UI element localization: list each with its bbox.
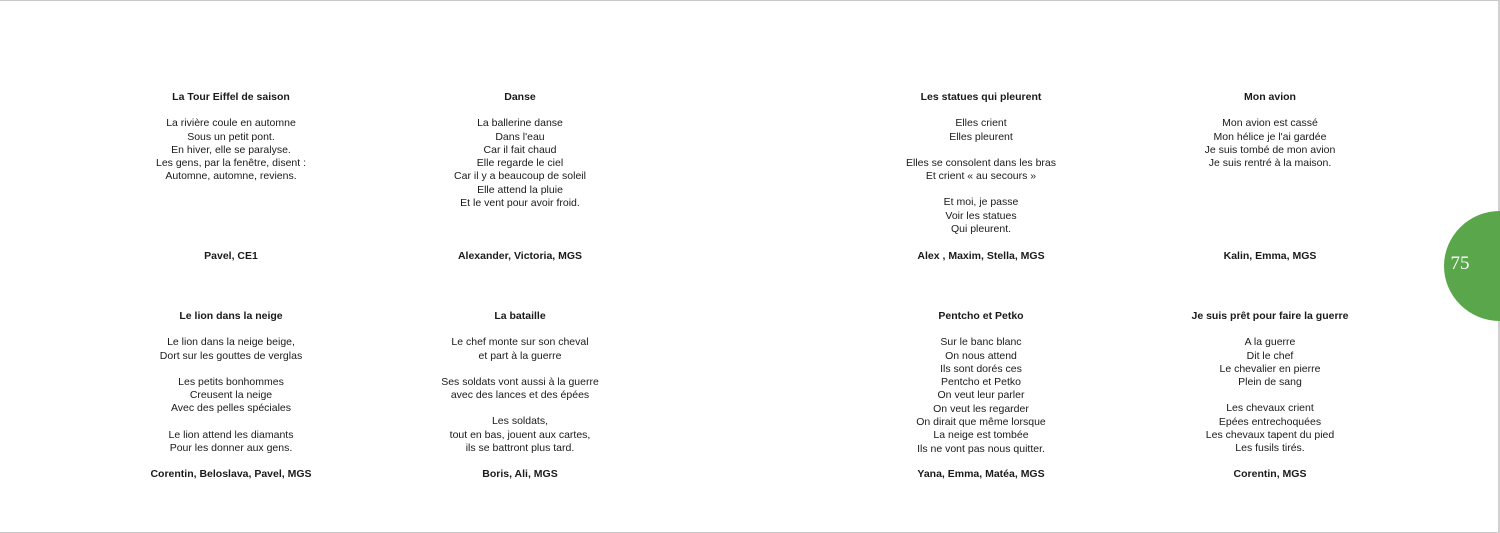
poem-stanza xyxy=(400,415,640,455)
poem-stanza xyxy=(400,336,640,363)
poem-mon-avion xyxy=(1150,91,1390,170)
poem-line: Et crient « au secours » xyxy=(925,170,1037,183)
poem-line: Epées entrechoquées xyxy=(1218,415,1322,428)
poem-je-suis-pret xyxy=(1150,310,1390,456)
poem-stanza xyxy=(861,336,1101,456)
poem-line: Voir les statues xyxy=(945,209,1017,222)
poem-line: Dort sur les gouttes de verglas xyxy=(159,349,303,362)
poem-line: Mon avion est cassé xyxy=(1222,117,1318,130)
poem-line: Sur le banc blanc xyxy=(940,336,1022,349)
poem-line: Et le vent pour avoir froid. xyxy=(460,197,580,210)
poem-line: Elles crient xyxy=(955,117,1007,130)
poem-line: Automne, automne, reviens. xyxy=(165,170,297,183)
poem-line: On veut les regarder xyxy=(933,402,1029,415)
poem-line: avec des lances et des épées xyxy=(450,389,590,402)
poem-line: Pentcho et Petko xyxy=(941,376,1021,389)
poem-line: Les gens, par la fenêtre, disent : xyxy=(155,157,306,170)
poem-author: Boris, Ali, MGS xyxy=(482,468,558,480)
poem-line: Les fusils tirés. xyxy=(1235,442,1305,455)
poem-line: La rivière coule en automne xyxy=(166,117,296,130)
poem-stanza xyxy=(400,376,640,403)
poem-line: Et moi, je passe xyxy=(943,196,1019,209)
poem-line: et part à la guerre xyxy=(478,349,562,362)
poem-title: Le lion dans la neige xyxy=(179,310,283,322)
poem-la-tour-eiffel xyxy=(111,91,351,184)
poem-line: Les soldats, xyxy=(491,415,549,428)
poem-line: Je suis tombé de mon avion xyxy=(1204,143,1336,156)
poem-stanza xyxy=(111,336,351,363)
poem-line: Elle regarde le ciel xyxy=(476,157,564,170)
poem-line: Le chef monte sur son cheval xyxy=(451,336,589,349)
poem-author: Yana, Emma, Matéa, MGS xyxy=(917,468,1045,480)
poem-line: Le chevalier en pierre xyxy=(1219,362,1321,375)
poem-line: La neige est tombée xyxy=(933,429,1029,442)
poem-line: Ils ne vont pas nous quitter. xyxy=(917,442,1045,455)
poem-author: Corentin, MGS xyxy=(1233,468,1307,480)
poem-line: Je suis rentré à la maison. xyxy=(1208,157,1332,170)
poem-title: La bataille xyxy=(494,310,546,322)
poem-line: Dit le chef xyxy=(1246,349,1294,362)
poem-line: Ils sont dorés ces xyxy=(940,362,1022,375)
poem-line: Ses soldats vont aussi à la guerre xyxy=(441,375,599,388)
poem-line: La ballerine danse xyxy=(477,117,563,130)
poem-title: Danse xyxy=(504,91,536,103)
poem-line: Mon hélice je l'ai gardée xyxy=(1213,130,1327,143)
poem-line: Qui pleurent. xyxy=(950,223,1012,236)
poem-line: Pour les donner aux gens. xyxy=(169,442,293,455)
poem-line: On dirait que même lorsque xyxy=(916,416,1046,429)
poem-line: Le lion dans la neige beige, xyxy=(167,336,295,349)
poem-line: Le lion attend les diamants xyxy=(168,428,294,441)
poem-stanza xyxy=(400,117,640,210)
poem-stanza xyxy=(1150,336,1390,389)
poem-title: Les statues qui pleurent xyxy=(920,91,1042,103)
poem-line: Plein de sang xyxy=(1238,376,1302,389)
poem-danse xyxy=(400,91,640,210)
poem-la-bataille xyxy=(400,310,640,455)
poem-title: Je suis prêt pour faire la guerre xyxy=(1191,310,1349,322)
poem-author: Alexander, Victoria, MGS xyxy=(457,250,583,262)
poem-stanza xyxy=(861,196,1101,236)
poem-line: Elles se consolent dans les bras xyxy=(906,156,1056,169)
poem-author: Kalin, Emma, MGS xyxy=(1223,250,1317,262)
poem-line: A la guerre xyxy=(1244,336,1296,349)
poem-le-lion xyxy=(111,310,351,455)
poem-title: La Tour Eiffel de saison xyxy=(172,91,290,103)
poem-line: Creusent la neige xyxy=(189,389,273,402)
poem-stanza xyxy=(1150,117,1390,170)
poem-line: Car il y a beaucoup de soleil xyxy=(454,170,586,183)
poem-line: Sous un petit pont. xyxy=(187,130,275,143)
poem-pentcho-et-petko xyxy=(861,310,1101,456)
poem-title: Mon avion xyxy=(1244,91,1296,103)
poem-les-statues xyxy=(861,91,1101,236)
poem-line: Les chevaux crient xyxy=(1226,402,1314,415)
poem-line: Les chevaux tapent du pied xyxy=(1205,429,1335,442)
poem-author: Alex , Maxim, Stella, MGS xyxy=(917,250,1045,262)
poem-author: Corentin, Beloslava, Pavel, MGS xyxy=(150,468,312,480)
poem-stanza xyxy=(861,117,1101,144)
poem-stanza xyxy=(1150,402,1390,455)
poem-line: ils se battront plus tard. xyxy=(465,442,575,455)
poem-line: Elles pleurent xyxy=(949,130,1013,143)
poem-line: En hiver, elle se paralyse. xyxy=(171,143,291,156)
poem-line: On veut leur parler xyxy=(937,389,1025,402)
poem-line: On nous attend xyxy=(945,349,1017,362)
poem-line: Car il fait chaud xyxy=(483,143,557,156)
poem-author: Pavel, CE1 xyxy=(204,250,258,262)
poem-line: tout en bas, jouent aux cartes, xyxy=(449,428,591,441)
poem-stanza xyxy=(861,157,1101,184)
poem-line: Les petits bonhommes xyxy=(178,375,284,388)
poem-stanza xyxy=(111,117,351,183)
page-number: 75 xyxy=(1450,253,1470,274)
poem-line: Dans l'eau xyxy=(495,130,545,143)
poem-stanza xyxy=(111,376,351,416)
poem-line: Elle attend la pluie xyxy=(477,183,563,196)
poem-line: Avec des pelles spéciales xyxy=(170,402,292,415)
poem-stanza xyxy=(111,429,351,456)
poem-title: Pentcho et Petko xyxy=(938,310,1024,322)
